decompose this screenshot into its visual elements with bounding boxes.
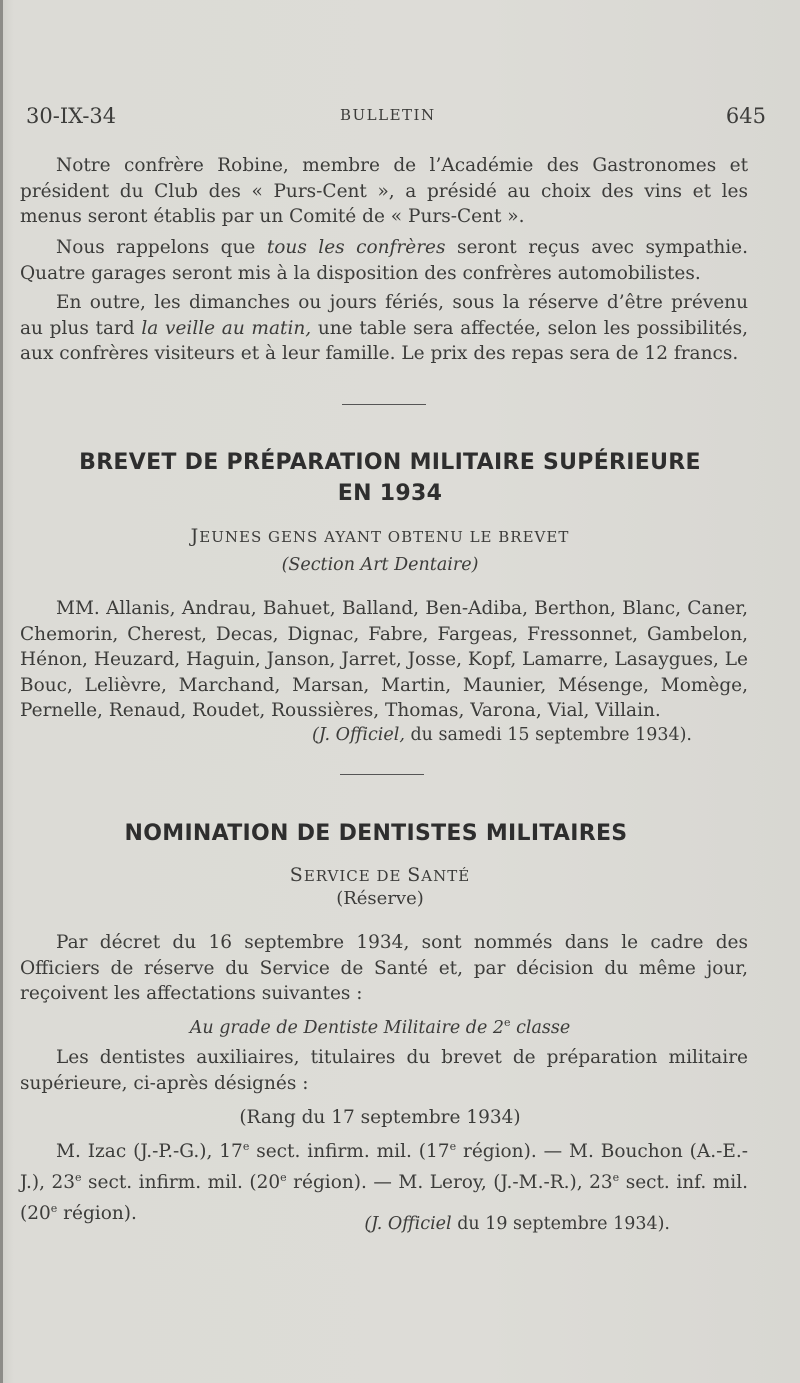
section2-auxiliaires: Les dentistes auxiliaires, titulaires du brevet de préparation militaire supérieure, ci-après désignés : — [20, 1047, 748, 1094]
page-number: 645 — [725, 104, 766, 128]
section2-nominations: M. Izac (J.-P.-G.), 17e sect. infirm. mil. (17e région). — M. Bouchon (A.-E.-J.), 23e sect. infirm. mil. (20e région). — M. Leroy, (J.-M.-R.), 23e sect. inf. mil. (20e région). — [20, 1140, 748, 1224]
intro-paragraph-1: Notre confrère Robine, membre de l’Académie des Gastronomes et président du Club des « Purs-Cent », a présidé au choix des vins et les menus seront établis par un Comité de « Purs-Cent ». — [20, 155, 748, 228]
section-divider-1 — [342, 404, 426, 405]
page-edge — [0, 0, 3, 1383]
intro-paragraph-2: Nous rappelons que tous les confrères seront reçus avec sympathie. Quatre garages seront mis à la disposition des confrères automobilistes. — [20, 237, 748, 284]
section2-decree: Par décret du 16 septembre 1934, sont nommés dans le cadre des Officiers de réserve du Service de Santé et, par décision du même jour, reçoivent les affectations suivantes : — [20, 932, 748, 1005]
section1-subtitle: JEUNES GENS AYANT OBTENU LE BREVET — [190, 525, 570, 547]
running-header — [26, 104, 766, 134]
section1-title-line2: EN 1934 — [337, 481, 443, 506]
intro-paragraph-3: En outre, les dimanches ou jours fériés, sous la réserve d’être prévenu au plus tard la veille au matin, une table sera affectée, selon les possibilités, aux confrères visiteurs et à leur famille. Le prix des repas sera de 12 francs. — [20, 292, 748, 365]
section1-note: (Section Art Dentaire) — [281, 555, 479, 575]
header-date: 30-IX-34 — [26, 104, 117, 128]
section2-rang: (Rang du 17 septembre 1934) — [239, 1107, 521, 1128]
section2-grade: Au grade de Dentiste Militaire de 2e classe — [189, 1016, 571, 1038]
section-divider-2 — [340, 774, 424, 775]
section2-title: NOMINATION DE DENTISTES MILITAIRES — [124, 821, 628, 846]
section1-names: MM. Allanis, Andrau, Bahuet, Balland, Ben-Adiba, Berthon, Blanc, Caner, Chemorin, Cherest, Decas, Dignac, Fabre, Fargeas, Fressonnet, Gambelon, Hénon, Heuzard, Haguin, Janson, Jarret, Josse, Kopf, Lamarre, Lasaygues, Le Bouc, Lelièvre, Marchand, Marsan, Martin, Maunier, Mésenge, Momège, Pernelle, Renaud, Roudet, Roussières, Thomas, Varona, Vial, Villain. — [20, 598, 748, 722]
section2-reserve: (Réserve) — [336, 888, 424, 909]
header-title: BULLETIN — [340, 106, 436, 124]
section1-source: (J. Officiel, du samedi 15 septembre 1934). — [312, 725, 692, 745]
section2-source: (J. Officiel du 19 septembre 1934). — [364, 1214, 670, 1234]
section2-service: SERVICE DE SANTÉ — [289, 864, 471, 886]
section1-title-line1: BREVET DE PRÉPARATION MILITAIRE SUPÉRIEURE — [79, 450, 701, 475]
